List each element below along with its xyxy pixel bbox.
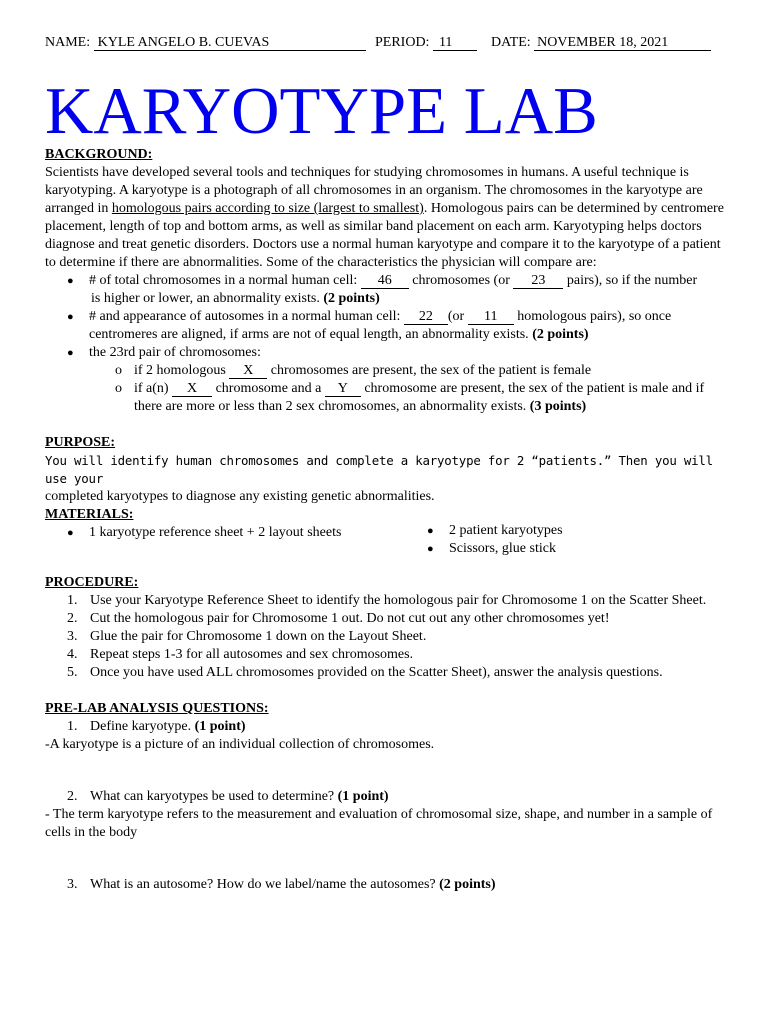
name-value: KYLE ANGELO B. CUEVAS: [94, 35, 366, 51]
list-item: ● # and appearance of autosomes in a normal human cell: 22 (or 11 homologous pairs), so once centromeres are aligned, if arms are not of equal length, an abnormality exists. (2 points): [45, 308, 735, 344]
date-field: DATE: NOVEMBER 18, 2021: [491, 34, 711, 52]
materials-heading: MATERIALS:: [45, 507, 134, 522]
purpose-heading: PURPOSE:: [45, 435, 115, 450]
prelab-heading: PRE-LAB ANALYSIS QUESTIONS:: [45, 701, 269, 716]
purpose-line: You will identify human chromosomes and complete a karyotype for 2 “patients.” Then you will use your: [45, 453, 713, 486]
procedure-heading: PROCEDURE:: [45, 575, 139, 590]
list-item: ● # of total chromosomes in a normal human cell: 46 chromosomes (or 23 pairs), so if the number is higher or lower, an abnormality exists. (2 points): [45, 272, 735, 308]
list-item: o if 2 homologous X chromosomes are present, the sex of the patient is female: [45, 362, 735, 380]
question-3: 3. What is an autosome? How do we label/name the autosomes? (2 points): [67, 877, 496, 892]
period-value: 11: [433, 35, 477, 51]
page-title: KARYOTYPE LAB: [45, 74, 598, 148]
question-2: 2. What can karyotypes be used to determine? (1 point): [67, 789, 389, 804]
answer-male-chromosome-1: X: [172, 381, 212, 397]
list-item: 2. Cut the homologous pair for Chromosome 1 out. Do not cut out any other chromosomes yet!: [67, 611, 610, 626]
list-item: ● 1 karyotype reference sheet + 2 layout sheets: [45, 524, 345, 542]
worksheet-page: [45, 34, 735, 894]
list-item: 5. Once you have used ALL chromosomes provided on the Scatter Sheet), answer the analysis questions.: [67, 665, 663, 680]
purpose-line: completed karyotypes to diagnose any existing genetic abnormalities.: [45, 489, 435, 504]
answer-female-chromosome: X: [229, 363, 267, 379]
list-item: o if a(n) X chromosome and a Y chromosome are present, the sex of the patient is male and if there are more or less than 2 sex chromosomes, an abnormality exists. (3 points): [45, 380, 735, 416]
list-item: 3. Glue the pair for Chromosome 1 down on the Layout Sheet.: [67, 629, 427, 644]
name-field: NAME: KYLE ANGELO B. CUEVAS: [45, 34, 366, 52]
answer-1: -A karyotype is a picture of an individual collection of chromosomes.: [45, 737, 435, 752]
period-field: PERIOD: 11: [375, 34, 477, 52]
procedure-list: [45, 592, 735, 682]
list-item: 1. Use your Karyotype Reference Sheet to identify the homologous pair for Chromosome 1 on the Scatter Sheet.: [67, 593, 707, 608]
list-item: ● the 23rd pair of chromosomes:: [45, 344, 735, 362]
list-item: 4. Repeat steps 1-3 for all autosomes and sex chromosomes.: [67, 647, 414, 662]
characteristics-list: [45, 272, 735, 416]
answer-autosome-pairs: 11: [468, 309, 514, 325]
date-value: NOVEMBER 18, 2021: [534, 35, 711, 51]
background-heading: BACKGROUND:: [45, 147, 153, 162]
answer-autosomes: 22: [404, 309, 448, 325]
answer-total-pairs: 23: [513, 273, 563, 289]
list-item: ● Scissors, glue stick: [405, 540, 705, 558]
background-paragraph: Scientists have developed several tools and techniques for studying chromosomes in humans. A useful technique is karyotyping. A karyotype is a photograph of all chromosomes in an organism. The chromosomes in the karyotype are arranged in homologous pairs according to size (largest to smallest). Homologous pairs can be determined by centromere placement, length of top and bottom arms, as well as similar band placement on each arm. Karyotyping helps doctors diagnose and treat genetic disorders. Doctors use a normal human karyotype and compare it to the karyotype of a patient to determine if there are abnormalities. Some of the characteristics the physician will compare are:: [45, 165, 724, 270]
answer-total-chromosomes: 46: [361, 273, 409, 289]
list-item: ● 2 patient karyotypes: [405, 522, 705, 540]
question-1: 1. Define karyotype. (1 point): [67, 719, 246, 734]
answer-male-chromosome-2: Y: [325, 381, 361, 397]
materials-list: [45, 524, 735, 562]
header-line: [45, 34, 735, 56]
answer-2: - The term karyotype refers to the measurement and evaluation of chromosomal size, shape, and number in a sample of cells in the body: [45, 807, 713, 840]
